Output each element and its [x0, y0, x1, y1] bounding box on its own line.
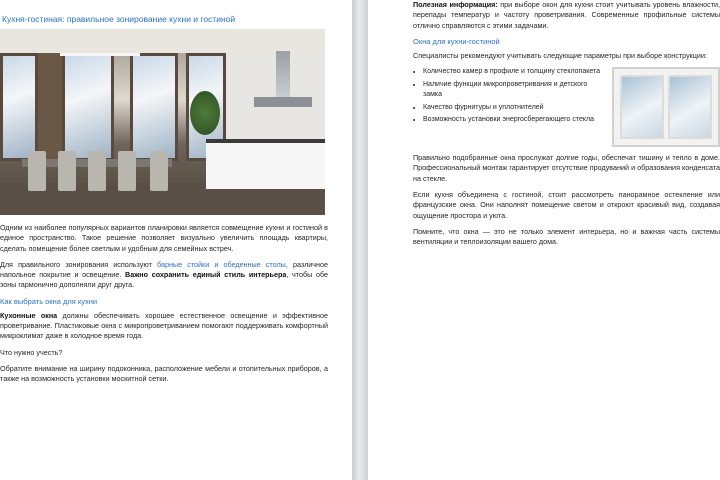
- section-subheading-right[interactable]: Окна для кухни-гостиной: [413, 36, 500, 46]
- list-item: • Возможность установки энергосберегающего стекла: [423, 115, 604, 125]
- paragraph-1: Одним из наиболее популярных вариантов планировки является совмещение кухни и гостиной в единое пространство. Такое решение позволяет визуально увеличить площадь квартиры, сделать помещение более светлым и удобным для семейных встреч.: [0, 223, 328, 253]
- paragraph-4: Что нужно учесть?: [0, 347, 63, 357]
- paragraph-3-right: Правильно подобранные окна прослужат долгие годы, обеспечат тишину и тепло в доме. Профессиональный монтаж гарантирует отсутствие продуваний и образования конденсата на стекле.: [413, 153, 720, 183]
- window-photo: [612, 67, 720, 147]
- paragraph-4-right: Если кухня объединена с гостиной, стоит рассмотреть панорамное остекление или французские окна. Они наполнят помещение светом и откроют красивый вид, создавая ощущение простора и уюта.: [413, 190, 720, 220]
- paragraph-intro: Специалисты рекомендуют учитывать следующие параметры при выборе конструкции:: [413, 50, 707, 60]
- info-paragraph: Полезная информация: при выборе окон для кухни стоит учитывать уровень влажности, перепады температур и частоту проветривания. Современные профильные системы отлично справляются с этими задачами.: [413, 0, 720, 30]
- left-page: [0, 0, 352, 480]
- list-item: • Качество фурнитуры и уплотнителей: [423, 103, 604, 113]
- paragraph-3: Кухонные окна должны обеспечивать хорошее естественное освещение и эффективное проветривание. Пластиковые окна с микропроветриванием помогают поддерживать комфортный микроклимат даже в холодное время года.: [0, 310, 328, 341]
- list-item: • Наличие функции микропроветривания и детского замка: [423, 80, 604, 100]
- list-item: • Количество камер в профиле и толщину стеклопакета: [423, 67, 604, 77]
- kitchen-photo: [0, 29, 325, 215]
- inline-link[interactable]: барные стойки и обеденные столы: [157, 259, 286, 269]
- paragraph-2: Для правильного зонирования используют барные стойки и обеденные столы, различное напольное покрытие и освещение. Важно сохранить единый стиль интерьера, чтобы обе зоны гармонично дополняли друг друга.: [0, 259, 328, 290]
- paragraph-5-right: Помните, что окна — это не только элемент интерьера, но и важная часть системы вентиляции и теплоизоляции вашего дома.: [413, 226, 720, 247]
- bullet-list: [413, 67, 604, 147]
- paragraph-5: Обратите внимание на ширину подоконника, расположение мебели и отопительных приборов, а также на возможность установки москитной сетки.: [0, 363, 328, 384]
- section-subheading[interactable]: Как выбрать окна для кухни: [0, 296, 98, 306]
- page-gutter: [352, 0, 368, 480]
- article-heading[interactable]: Кухня-гостиная: правильное зонирование кухни и гостиной: [2, 14, 236, 24]
- figure-block: [413, 67, 720, 147]
- right-page: [368, 0, 720, 480]
